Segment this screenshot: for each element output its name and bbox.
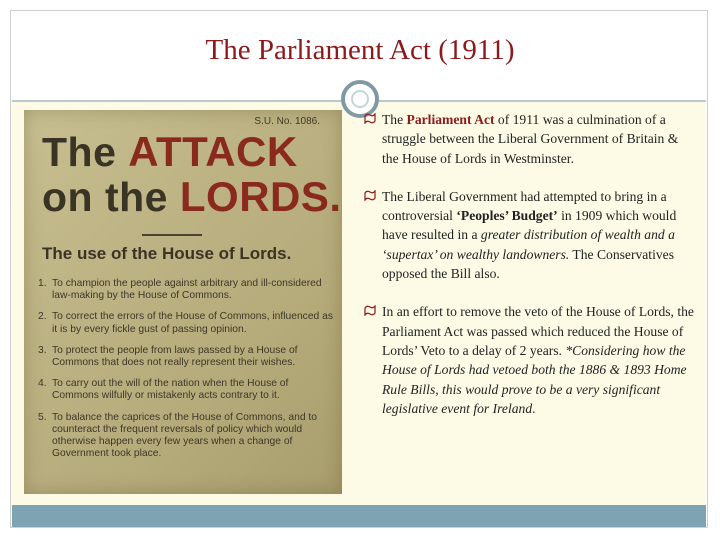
point-text: To balance the caprices of the House of Commons, and to counteract the frequent reversals of policy which would otherwise happen every few years when a change of Government took place. [52, 411, 318, 460]
bullet-text: The Liberal Government had attempted to bring in a controversial [382, 188, 667, 224]
bullet-text: The Conservatives opposed the Bill also. [382, 246, 674, 282]
bullet-text: The [382, 112, 407, 127]
headline-the: The [42, 129, 129, 175]
image-vignette [24, 110, 342, 494]
point-text: To champion the people against arbitrary and ill-considered law-making by the House of Commons. [52, 278, 322, 302]
bullet-list [364, 110, 694, 437]
bullet-italic: greater distribution of wealth and a ‘supertax’ on wealthy landowners. [382, 227, 675, 262]
headline-attack: ATTACK [128, 128, 298, 175]
point-number: 2. [38, 311, 47, 323]
image-subheading: The use of the House of Lords. [42, 244, 292, 263]
bullet-item-1 [364, 110, 694, 168]
bullet-italic: *Considering how the House of Lords had vetoed both the 1886 & 1893 Home Rule Bills, this would prove to be a very significant legislative event for Ireland [382, 342, 687, 416]
scroll-bullet-icon [364, 113, 376, 124]
bullet-bold: ‘Peoples’ Budget’ [456, 208, 558, 224]
image-serial: S.U. No. 1086. [254, 116, 320, 127]
point-text: To carry out the will of the nation when the House of Commons wilfully or mistakenly acts contrary to it. [52, 378, 289, 402]
slide-title: The Parliament Act (1911) [205, 34, 515, 66]
point-number: 4. [38, 378, 47, 390]
bullet-text: of 1911 was a culmination of a struggle between the Liberal Government of Britain & the House of Lords in Westminster. [382, 112, 679, 166]
point-number: 5. [38, 411, 47, 423]
footer-band [12, 505, 706, 527]
bullet-text: In an effort to remove the veto of the House of Lords, the Parliament Act was passed which reduced the House of Lords’ Veto to a delay of 2 years. [382, 304, 694, 358]
bullet-text: . [532, 400, 536, 416]
bullet-item-2 [364, 187, 694, 283]
point-text: To correct the errors of the House of Commons, influenced as it is by every fickle gust of passing opinion. [52, 311, 334, 335]
point-text: To protect the people from laws passed by a House of Commons that does not really represent their wishes. [52, 344, 298, 369]
ring-inner [351, 90, 369, 108]
bullet-accent: Parliament Act [406, 112, 495, 127]
scroll-bullet-icon [364, 190, 376, 201]
scroll-bullet-icon [364, 305, 376, 316]
headline-on-the: on the [42, 174, 180, 220]
headline-lords: LORDS. [179, 173, 342, 220]
point-number: 1. [38, 278, 47, 289]
bullet-item-3 [364, 302, 694, 418]
point-number: 3. [38, 344, 47, 356]
bullet-text: in 1909 which would have resulted in a [382, 208, 677, 243]
